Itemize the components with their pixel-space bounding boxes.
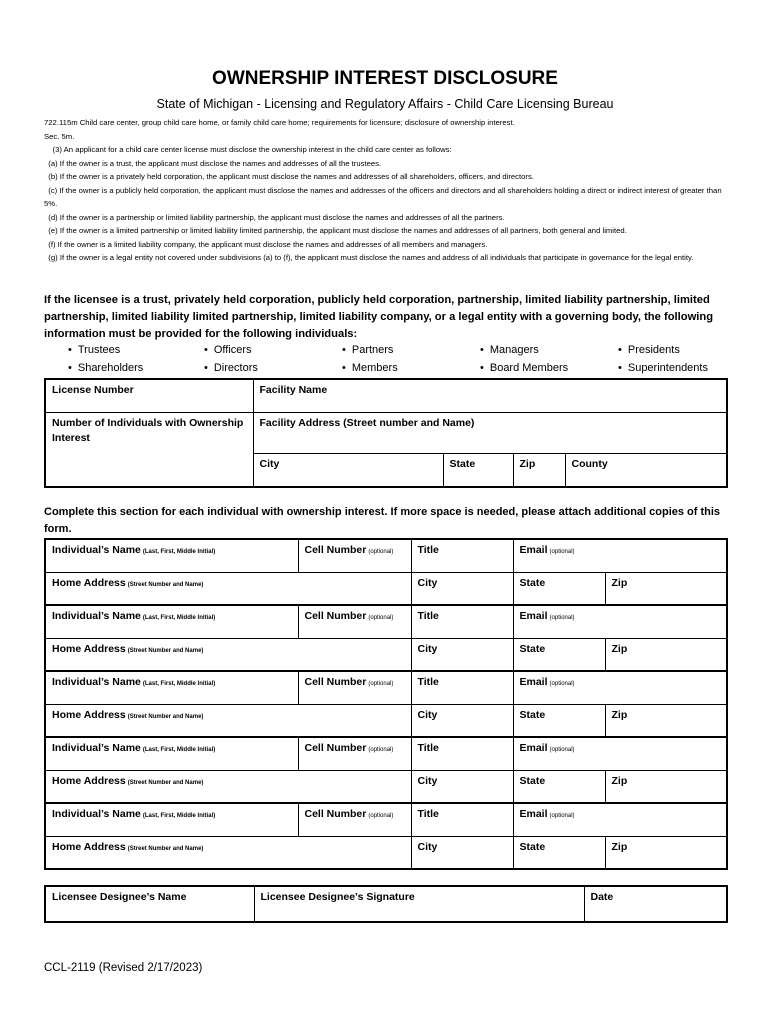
- owner-cell-field[interactable]: Cell Number (optional): [298, 539, 411, 572]
- owner-row: [45, 605, 727, 638]
- owner-home-address-field[interactable]: Home Address (Street Number and Name): [45, 638, 411, 671]
- role-item: • Managers: [480, 344, 539, 356]
- owner-row: [45, 737, 727, 770]
- owner-email-field[interactable]: Email (optional): [513, 737, 727, 770]
- owner-email-field[interactable]: Email (optional): [513, 605, 727, 638]
- roles-list: [44, 344, 726, 380]
- facility-state-field[interactable]: State: [443, 453, 513, 487]
- owner-email-field[interactable]: Email (optional): [513, 803, 727, 836]
- owner-zip-field[interactable]: Zip: [605, 572, 727, 605]
- form-number: CCL-2119 (Revised 2/17/2023): [44, 962, 203, 974]
- role-item: • Officers: [204, 344, 252, 356]
- owner-zip-field[interactable]: Zip: [605, 704, 727, 737]
- statute-line: (g) If the owner is a legal entity not covered under subdivisions (a) to (f), the applicant must disclose the names and address of all individuals that participate in governance for the legal entity.: [44, 253, 694, 262]
- owner-state-field[interactable]: State: [513, 638, 605, 671]
- license-number-field[interactable]: License Number: [45, 379, 253, 412]
- owner-title-field[interactable]: Title: [411, 539, 513, 572]
- owner-zip-field[interactable]: Zip: [605, 836, 727, 869]
- owner-title-field[interactable]: Title: [411, 803, 513, 836]
- role-item: • Trustees: [68, 344, 120, 356]
- statute-line: (a) If the owner is a trust, the applicant must disclose the names and addresses of all the trustees.: [44, 158, 382, 168]
- owner-city-field[interactable]: City: [411, 770, 513, 803]
- owner-cell-field[interactable]: Cell Number (optional): [298, 671, 411, 704]
- owner-state-field[interactable]: State: [513, 836, 605, 869]
- statute-line: Sec. 5m.: [44, 131, 75, 141]
- owner-name-field[interactable]: Individual’s Name (Last, First, Middle Initial): [45, 737, 298, 770]
- owner-state-field[interactable]: State: [513, 770, 605, 803]
- owner-city-field[interactable]: City: [411, 572, 513, 605]
- designee-date-field[interactable]: Date: [584, 886, 727, 922]
- num-individuals-field[interactable]: Number of Individuals with Ownership Interest: [45, 412, 253, 487]
- facility-city-field[interactable]: City: [253, 453, 443, 487]
- statute-line: (c) If the owner is a publicly held corporation, the applicant must disclose the names and addresses of the officers and directors and all shareholders holding a direct or indirect interest of greater than 5%.: [44, 185, 724, 208]
- statute-line: (3) An applicant for a child care center license must disclose the ownership interest in the child care center as follows:: [44, 145, 452, 154]
- owner-address-row: [45, 638, 727, 671]
- instructions-lead: If the licensee is a trust, privately held corporation, publicly held corporation, partnership, limited liability partnership, limited partnership, limited liability limited partnership, limited liability company, or a legal entity with a governing body, the following information must be provided for the following individuals:: [44, 294, 714, 340]
- owner-zip-field[interactable]: Zip: [605, 770, 727, 803]
- owner-title-field[interactable]: Title: [411, 605, 513, 638]
- statute-line: (e) If the owner is a limited partnership or limited liability limited partnership, the applicant must disclose the names and addresses of all partners, both general and limited.: [44, 226, 627, 235]
- owner-row: [45, 539, 727, 572]
- statute-line: (d) If the owner is a partnership or limited liability partnership, the applicant must disclose the names and addresses of all the partners.: [44, 212, 505, 222]
- facility-zip-field[interactable]: Zip: [513, 453, 565, 487]
- owner-zip-field[interactable]: Zip: [605, 638, 727, 671]
- owner-email-field[interactable]: Email (optional): [513, 671, 727, 704]
- owner-title-field[interactable]: Title: [411, 737, 513, 770]
- owner-name-field[interactable]: Individual’s Name (Last, First, Middle Initial): [45, 605, 298, 638]
- owner-home-address-field[interactable]: Home Address (Street Number and Name): [45, 572, 411, 605]
- section-note: Complete this section for each individual with ownership interest. If more space is needed, please attach additional copies of this form.: [44, 506, 721, 535]
- page-title: OWNERSHIP INTEREST DISCLOSURE: [212, 68, 558, 89]
- owner-city-field[interactable]: City: [411, 638, 513, 671]
- facility-county-field[interactable]: County: [565, 453, 727, 487]
- owner-address-row: [45, 770, 727, 803]
- owner-row: [45, 671, 727, 704]
- owner-home-address-field[interactable]: Home Address (Street Number and Name): [45, 836, 411, 869]
- owner-city-field[interactable]: City: [411, 704, 513, 737]
- role-item: • Partners: [342, 344, 393, 356]
- role-item: • Board Members: [480, 362, 568, 374]
- owner-home-address-field[interactable]: Home Address (Street Number and Name): [45, 704, 411, 737]
- owner-name-field[interactable]: Individual’s Name (Last, First, Middle Initial): [45, 539, 298, 572]
- owner-cell-field[interactable]: Cell Number (optional): [298, 737, 411, 770]
- owner-city-field[interactable]: City: [411, 836, 513, 869]
- role-item: • Presidents: [618, 344, 680, 356]
- page-subtitle: State of Michigan - Licensing and Regulatory Affairs - Child Care Licensing Bureau: [156, 97, 614, 111]
- designee-signature-field[interactable]: Licensee Designee’s Signature: [254, 886, 584, 922]
- designee-name-field[interactable]: Licensee Designee’s Name: [45, 886, 254, 922]
- role-item: • Shareholders: [68, 362, 143, 374]
- owner-name-field[interactable]: Individual’s Name (Last, First, Middle Initial): [45, 671, 298, 704]
- owner-cell-field[interactable]: Cell Number (optional): [298, 803, 411, 836]
- owners-table: [44, 538, 728, 870]
- owner-email-field[interactable]: Email (optional): [513, 539, 727, 572]
- statute-line: (b) If the owner is a privately held corporation, the applicant must disclose the names and addresses of all shareholders, officers, and directors.: [44, 172, 534, 181]
- role-item: • Superintendents: [618, 362, 708, 374]
- statute-line: 722.115m Child care center, group child care home, or family child care home; requirements for licensure; disclosure of ownership interest.: [44, 118, 515, 127]
- owner-address-row: [45, 704, 727, 737]
- owner-row: [45, 803, 727, 836]
- statute-line: (f) If the owner is a limited liability company, the applicant must disclose the names and addresses of all members and managers.: [44, 239, 488, 249]
- statute-text: [44, 116, 726, 265]
- owner-name-field[interactable]: Individual’s Name (Last, First, Middle Initial): [45, 803, 298, 836]
- owner-address-row: [45, 572, 727, 605]
- owner-state-field[interactable]: State: [513, 704, 605, 737]
- designee-table: [44, 885, 728, 923]
- owner-address-row: [45, 836, 727, 869]
- role-item: • Members: [342, 362, 398, 374]
- facility-address-field[interactable]: Facility Address (Street number and Name): [253, 412, 727, 453]
- role-item: • Directors: [204, 362, 258, 374]
- owner-title-field[interactable]: Title: [411, 671, 513, 704]
- owner-cell-field[interactable]: Cell Number (optional): [298, 605, 411, 638]
- facility-name-field[interactable]: Facility Name: [253, 379, 727, 412]
- facility-table: [44, 378, 728, 488]
- owner-state-field[interactable]: State: [513, 572, 605, 605]
- owner-home-address-field[interactable]: Home Address (Street Number and Name): [45, 770, 411, 803]
